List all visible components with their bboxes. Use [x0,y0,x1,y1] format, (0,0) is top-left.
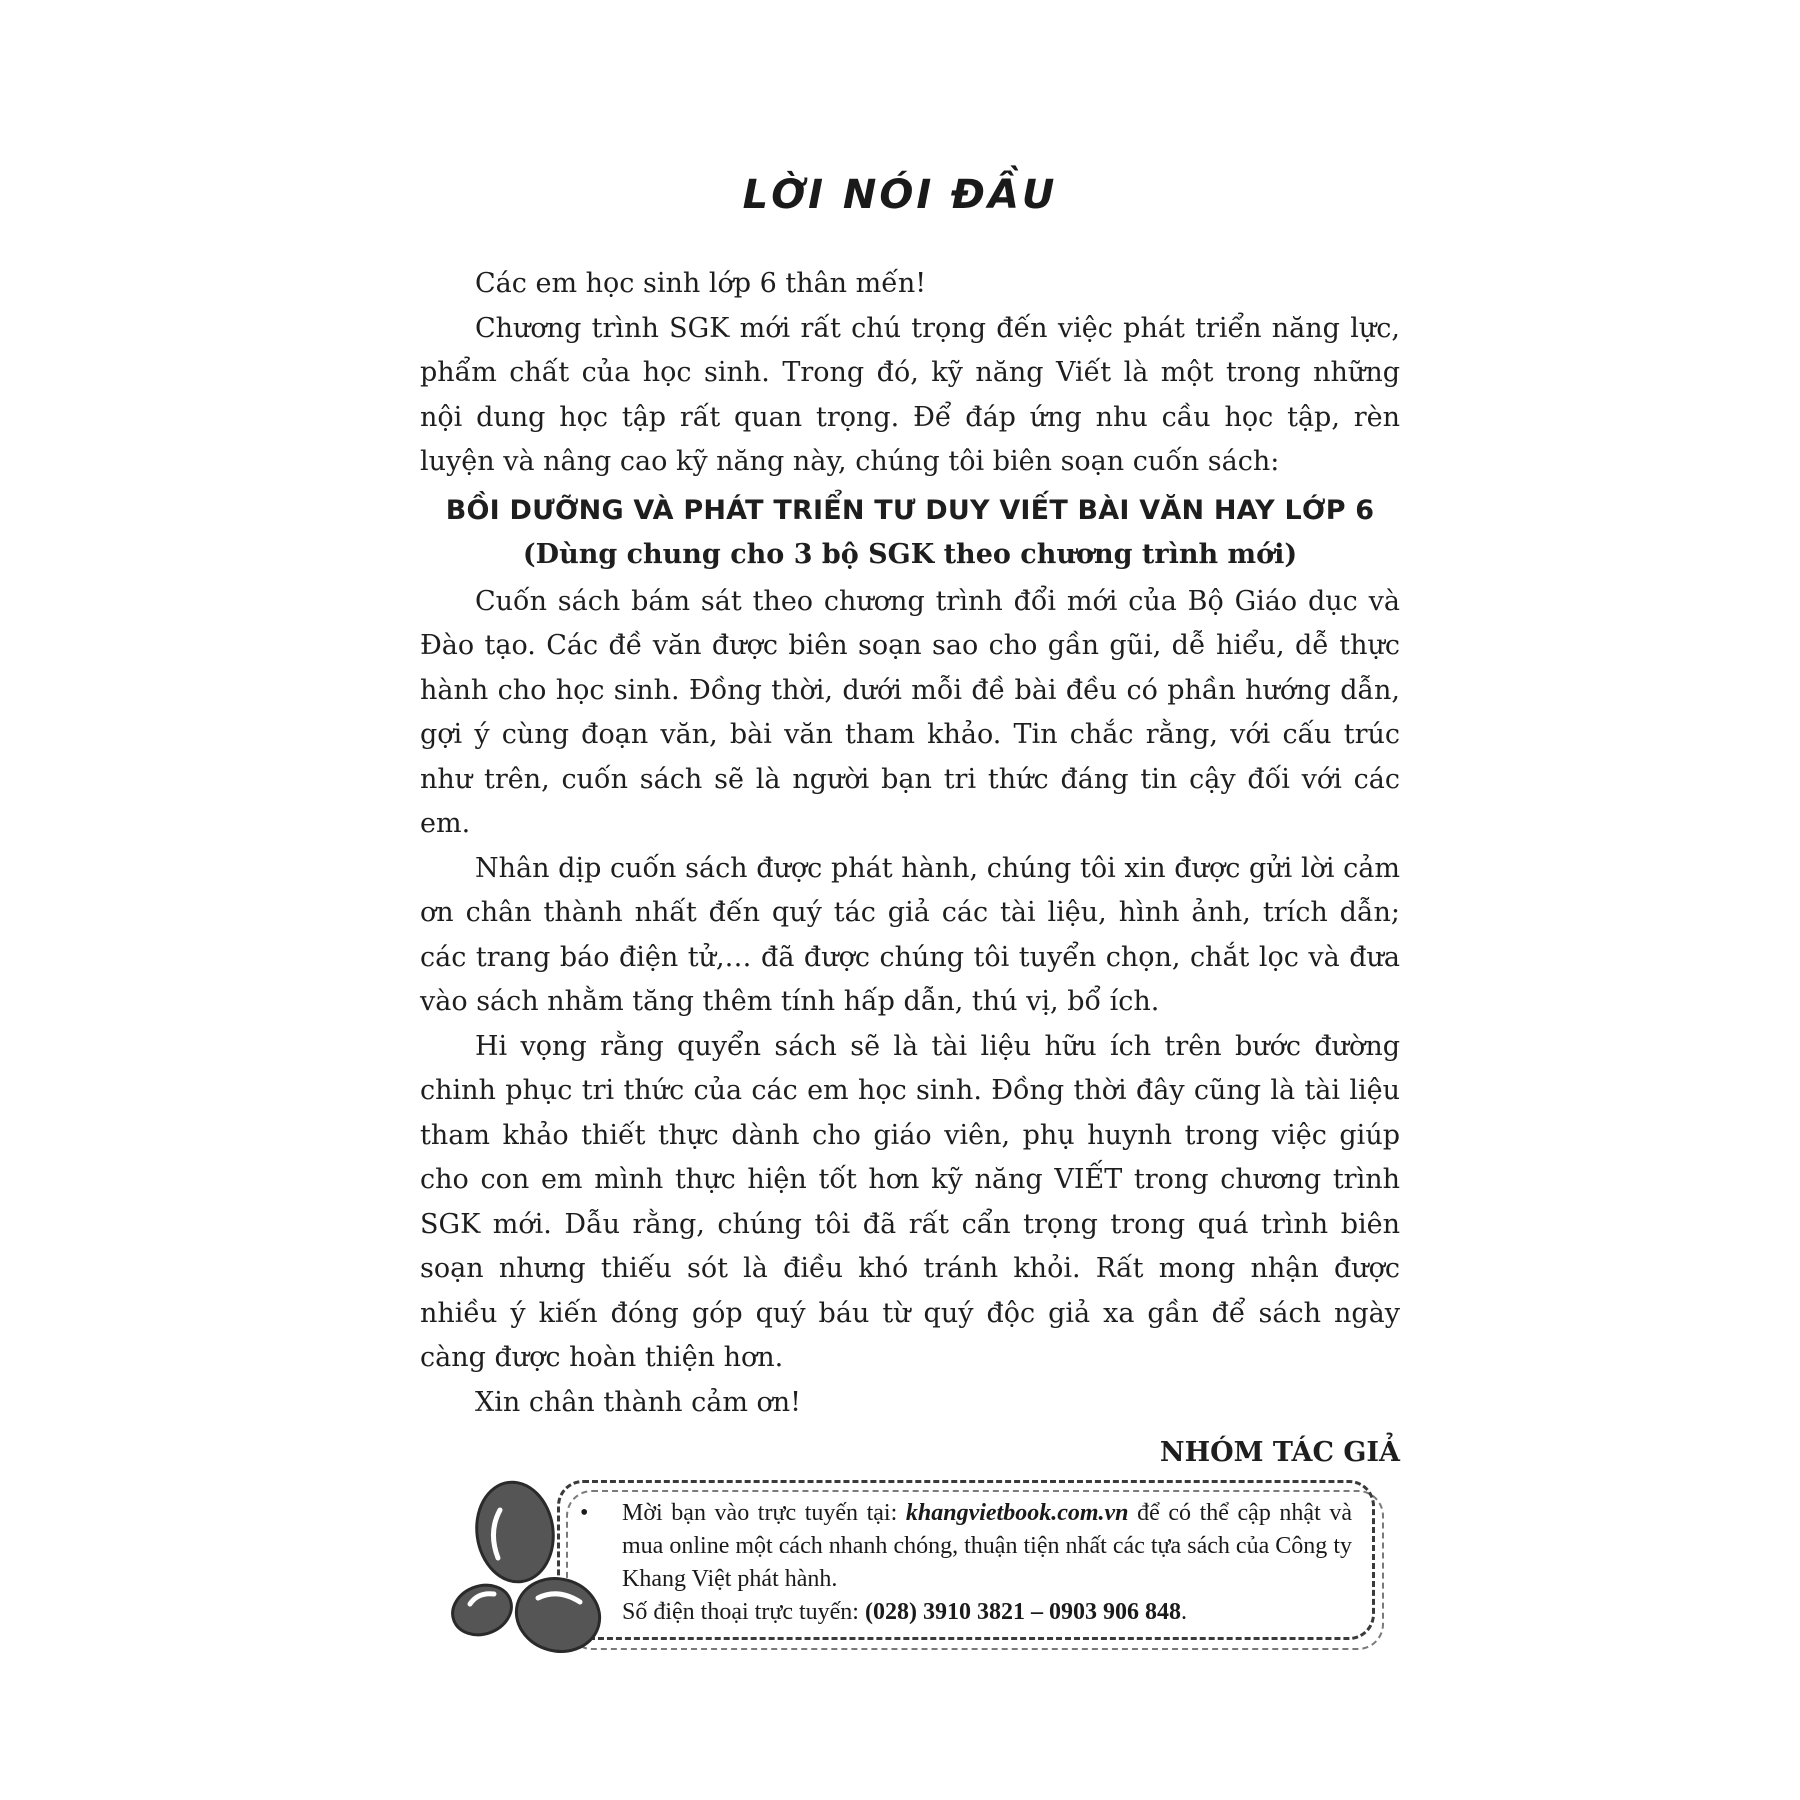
notice-text: để có thể cập nhật và mua online một cách nhanh chóng, thuận tiện nhất các tựa sách của Công ty Khang Việt phát hành. [622,1500,1352,1592]
closing-line: Xin chân thành cảm ơn! [475,1386,802,1418]
notice-item-website [622,1497,1352,1596]
page-title: LỜI NÓI ĐẦU [742,172,1058,218]
notice-text: . [1180,1599,1187,1625]
notice-text: Số điện thoại trực tuyến: [622,1599,865,1625]
paragraph-1: Chương trình SGK mới rất chú trọng đến việc phát triển năng lực, phẩm chất của học sinh. Trong đó, kỹ năng Viết là một trong những nội dung học tập rất quan trọng. Để đáp ứng nhu cầu học tập, rèn luyện và nâng cao kỹ năng này, chúng tôi biên soạn cuốn sách: [420,312,1400,477]
notice-item-phone [622,1596,1352,1629]
phone-number: (028) 3910 3821 – 0903 906 848 [864,1599,1181,1625]
notice-box [557,1480,1375,1640]
paragraph-3: Nhân dịp cuốn sách được phát hành, chúng tôi xin được gửi lời cảm ơn chân thành nhất đến quý tác giả các tài liệu, hình ảnh, trích dẫn; các trang báo điện tử,… đã được chúng tôi tuyển chọn, chắt lọc và đưa vào sách nhằm tăng thêm tính hấp dẫn, thú vị, bổ ích. [420,852,1400,1017]
greeting: Các em học sinh lớp 6 thân mến! [475,268,927,299]
three-petal-flower-icon [440,1480,610,1660]
book-title: BỒI DƯỠNG VÀ PHÁT TRIỂN TƯ DUY VIẾT BÀI VĂN HAY LỚP 6 [445,494,1375,526]
notice-list [560,1483,1372,1629]
notice-text: Mời bạn vào trực tuyến tại: [622,1500,906,1526]
signature: NHÓM TÁC GIẢ [1159,1437,1400,1468]
preface-body [420,262,1400,1476]
paragraph-4: Hi vọng rằng quyển sách sẽ là tài liệu hữu ích trên bước đường chinh phục tri thức của các em học sinh. Đồng thời đây cũng là tài liệu tham khảo thiết thực dành cho giáo viên, phụ huynh trong việc giúp cho con em mình thực hiện tốt hơn kỹ năng VIẾT trong chương trình SGK mới. Dẫu rằng, chúng tôi đã rất cẩn trọng trong quá trình biên soạn nhưng thiếu sót là điều khó tránh khỏi. Rất mong nhận được nhiều ý kiến đóng góp quý báu từ quý độc giả xa gần để sách ngày càng được hoàn thiện hơn. [420,1030,1400,1373]
book-subtitle: (Dùng chung cho 3 bộ SGK theo chương trình mới) [522,539,1298,570]
paragraph-2: Cuốn sách bám sát theo chương trình đổi mới của Bộ Giáo dục và Đào tạo. Các đề văn được biên soạn sao cho gần gũi, dễ hiểu, dễ thực hành cho học sinh. Đồng thời, dưới mỗi đề bài đều có phần hướng dẫn, gợi ý cùng đoạn văn, bài văn tham khảo. Tin chắc rằng, với cấu trúc như trên, cuốn sách sẽ là người bạn tri thức đáng tin cậy đối với các em. [420,585,1400,839]
website-link[interactable]: khangvietbook.com.vn [905,1500,1129,1526]
